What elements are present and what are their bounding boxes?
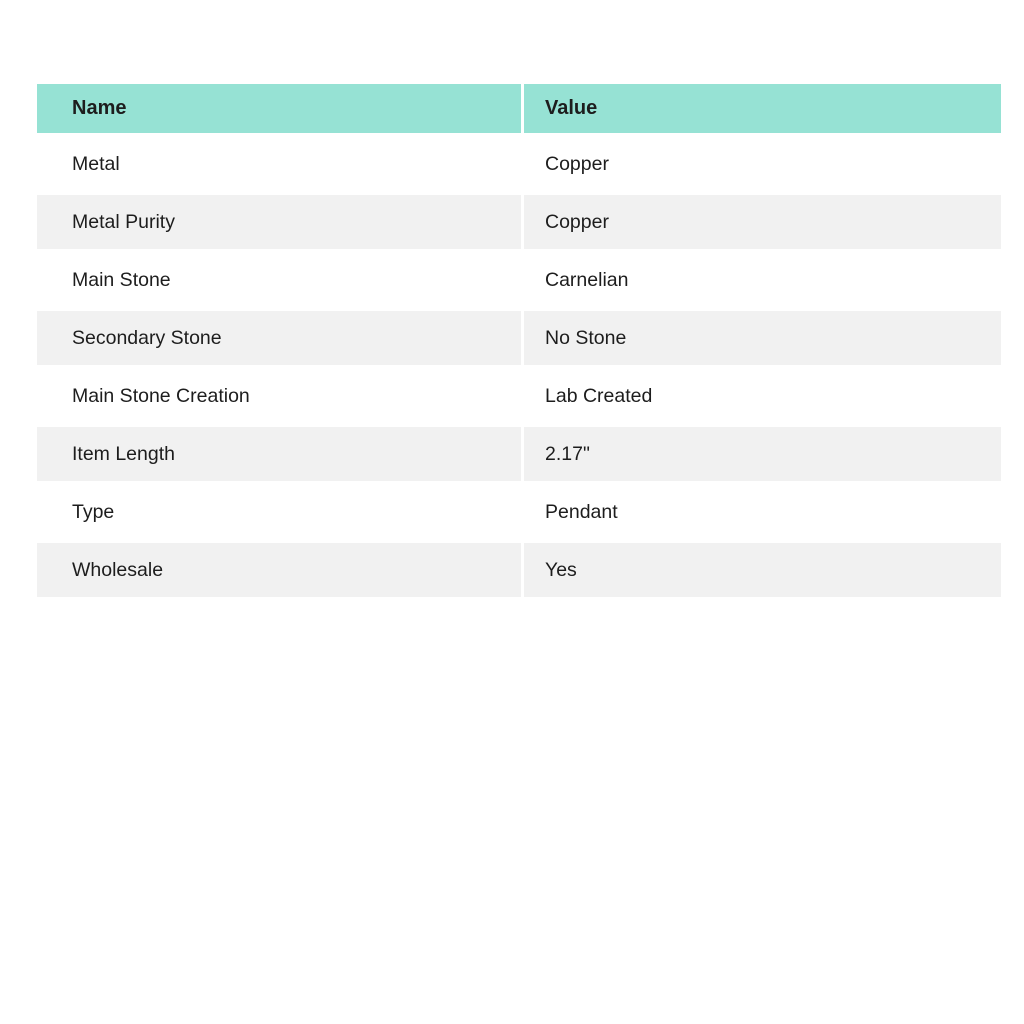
attribute-value-cell: Copper	[524, 137, 1001, 191]
table-row	[37, 195, 1001, 249]
attribute-name-cell: Secondary Stone	[37, 311, 521, 365]
attribute-name-cell: Metal Purity	[37, 195, 521, 249]
attribute-value-cell: Copper	[524, 195, 1001, 249]
attribute-value-cell: No Stone	[524, 311, 1001, 365]
table-body	[37, 137, 1001, 597]
column-header-name: Name	[37, 84, 521, 133]
attribute-value-cell: Carnelian	[524, 253, 1001, 307]
attribute-value-cell: Yes	[524, 543, 1001, 597]
product-attributes-table	[37, 84, 1001, 601]
column-header-value: Value	[524, 84, 1001, 133]
attribute-name-cell: Type	[37, 485, 521, 539]
table-row	[37, 311, 1001, 365]
table-row	[37, 137, 1001, 191]
table-row	[37, 369, 1001, 423]
attribute-value-cell: Pendant	[524, 485, 1001, 539]
attribute-name-cell: Main Stone	[37, 253, 521, 307]
table-row	[37, 485, 1001, 539]
table-header-row	[37, 84, 1001, 133]
attribute-name-cell: Metal	[37, 137, 521, 191]
table-row	[37, 543, 1001, 597]
attribute-value-cell: Lab Created	[524, 369, 1001, 423]
table-row	[37, 253, 1001, 307]
attribute-name-cell: Item Length	[37, 427, 521, 481]
attribute-value-cell: 2.17"	[524, 427, 1001, 481]
attribute-name-cell: Main Stone Creation	[37, 369, 521, 423]
table-row	[37, 427, 1001, 481]
attribute-name-cell: Wholesale	[37, 543, 521, 597]
